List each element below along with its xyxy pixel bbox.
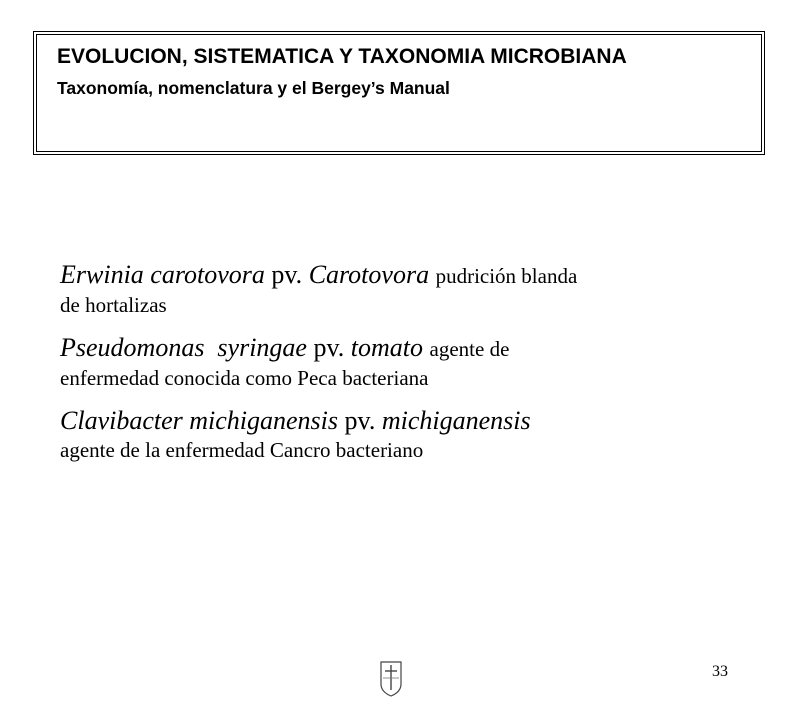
- pathovar-name: Carotovora: [308, 260, 430, 289]
- entry-first-line: [60, 331, 740, 366]
- description-start: agente de: [429, 337, 510, 361]
- pv-label: pv.: [313, 333, 345, 362]
- list-item: [60, 258, 740, 317]
- description-end: agente de la enfermedad Cancro bacteriano: [60, 438, 424, 462]
- slide-subtitle: Taxonomía, nomenclatura y el Bergey’s Manual: [57, 78, 450, 98]
- entry-first-line: [60, 258, 740, 293]
- description-end: de hortalizas: [60, 293, 167, 317]
- species-name: Pseudomonas syringae: [60, 333, 307, 362]
- description-end: enfermedad conocida como Peca bacteriana: [60, 366, 429, 390]
- pv-label: pv.: [344, 406, 376, 435]
- list-item: [60, 404, 740, 462]
- pathovar-name: michiganensis: [381, 406, 531, 435]
- pv-label: pv.: [271, 260, 303, 289]
- list-item: [60, 331, 740, 390]
- shield-cross-icon: [378, 660, 404, 698]
- entry-first-line: [60, 404, 740, 438]
- species-name: Erwinia carotovora: [60, 260, 265, 289]
- page-number: 33: [712, 663, 728, 680]
- slide-title: EVOLUCION, SISTEMATICA Y TAXONOMIA MICROBIANA: [57, 45, 627, 68]
- pathovar-name: tomato: [350, 333, 424, 362]
- description-start: pudrición blanda: [435, 264, 578, 288]
- species-name: Clavibacter michiganensis: [60, 406, 339, 435]
- content-list: [60, 258, 740, 476]
- header-box: [33, 31, 765, 155]
